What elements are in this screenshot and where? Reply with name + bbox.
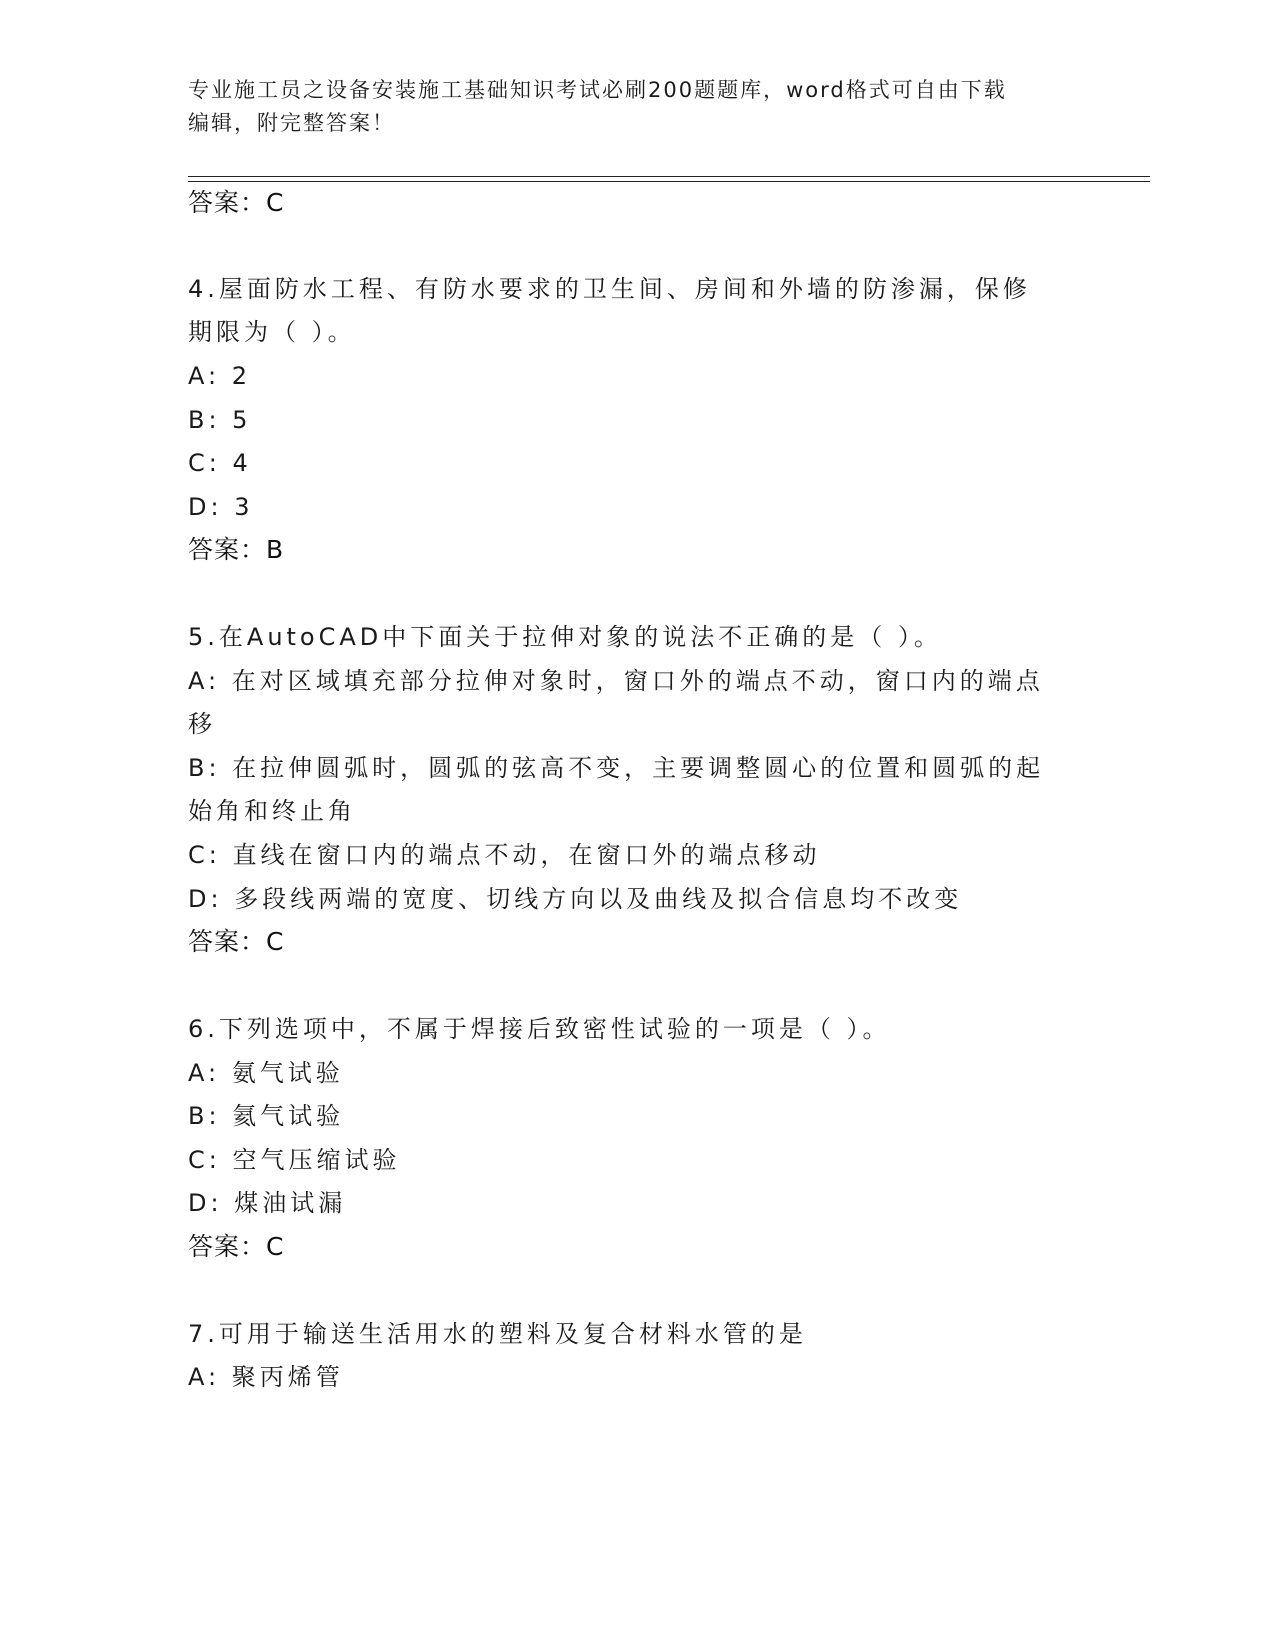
answer-previous: 答案：C	[188, 188, 285, 217]
q4-answer: 答案：B	[188, 535, 285, 564]
q7-option-a: A: 聚丙烯管	[188, 1363, 344, 1391]
q5-option-a-line-2: 移	[188, 710, 216, 738]
q4-option-d: D: 3	[188, 493, 254, 521]
q6-answer: 答案：C	[188, 1232, 285, 1261]
q5-option-b-line-2: 始角和终止角	[188, 797, 356, 825]
header-line-2: 编辑，附完整答案！	[188, 111, 395, 135]
q4-option-c: C: 4	[188, 449, 252, 477]
q4-stem-line-1: 4.屋面防水工程、有防水要求的卫生间、房间和外墙的防渗漏，保修	[188, 275, 1031, 303]
q6-option-a: A: 氨气试验	[188, 1059, 344, 1087]
q5-option-d: D: 多段线两端的宽度、切线方向以及曲线及拟合信息均不改变	[188, 885, 963, 913]
document-header	[188, 74, 1088, 140]
q5-stem: 5.在AutoCAD中下面关于拉伸对象的说法不正确的是（ ）。	[188, 623, 942, 651]
header-line-1: 专业施工员之设备安装施工基础知识考试必刷200题题库，word格式可自由下载	[188, 78, 1007, 102]
q6-stem: 6.下列选项中，不属于焊接后致密性试验的一项是（ ）。	[188, 1015, 891, 1043]
q6-option-c: C: 空气压缩试验	[188, 1146, 401, 1174]
q5-answer: 答案：C	[188, 927, 285, 956]
q5-option-a-line-1: A: 在对区域填充部分拉伸对象时，窗口外的端点不动，窗口内的端点	[188, 667, 1044, 695]
header-divider-bottom	[188, 181, 1150, 182]
q4-stem-line-2: 期限为（ ）。	[188, 318, 356, 346]
q6-option-b: B: 氦气试验	[188, 1102, 345, 1130]
q5-option-b-line-1: B: 在拉伸圆弧时，圆弧的弦高不变，主要调整圆心的位置和圆弧的起	[188, 754, 1045, 782]
q7-stem: 7.可用于输送生活用水的塑料及复合材料水管的是	[188, 1320, 807, 1348]
q5-option-c: C: 直线在窗口内的端点不动，在窗口外的端点移动	[188, 841, 821, 869]
header-divider-top	[188, 176, 1150, 177]
q4-option-b: B: 5	[188, 406, 252, 434]
q6-option-d: D: 煤油试漏	[188, 1189, 347, 1217]
q4-option-a: A: 2	[188, 362, 251, 390]
